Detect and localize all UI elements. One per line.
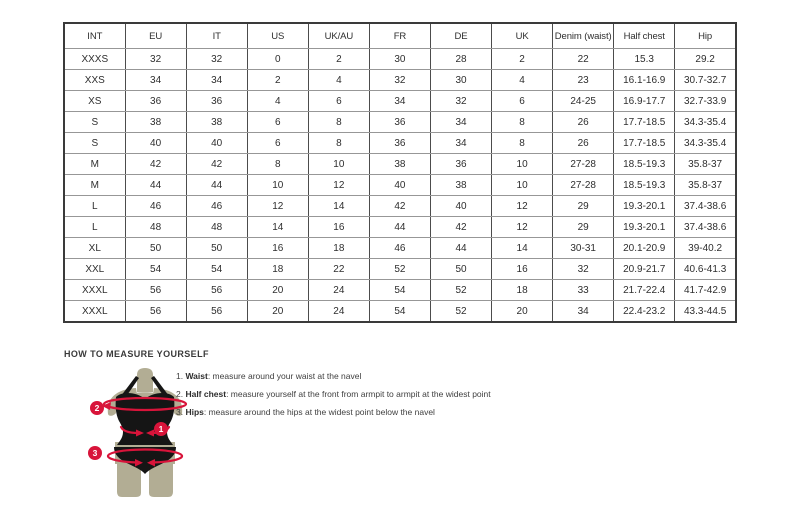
- size-cell: 16: [247, 238, 308, 259]
- step-label: Half chest: [185, 389, 227, 399]
- size-cell: 34.3-35.4: [675, 112, 736, 133]
- measure-guide-title: HOW TO MEASURE YOURSELF: [64, 349, 209, 359]
- measure-step-1: [176, 372, 491, 381]
- measure-step-3: [176, 408, 491, 417]
- size-cell: 14: [308, 196, 369, 217]
- size-cell: 16: [308, 217, 369, 238]
- table-row-7: [64, 196, 736, 217]
- size-cell: 34: [369, 91, 430, 112]
- size-cell: 56: [125, 280, 186, 301]
- mannequin-neck: [137, 368, 153, 392]
- size-cell: 12: [492, 196, 553, 217]
- size-cell: 12: [492, 217, 553, 238]
- step-number: 2.: [176, 389, 186, 399]
- size-cell: 34: [125, 70, 186, 91]
- size-cell: 10: [492, 154, 553, 175]
- size-cell: 10: [308, 154, 369, 175]
- size-cell: 36: [430, 154, 491, 175]
- size-cell: 37.4-38.6: [675, 217, 736, 238]
- swimsuit-top: [116, 393, 175, 445]
- step-text: : measure around your waist at the navel: [207, 371, 362, 381]
- size-cell: 36: [369, 133, 430, 154]
- size-cell: 14: [492, 238, 553, 259]
- size-cell: 34.3-35.4: [675, 133, 736, 154]
- size-cell: 48: [186, 217, 247, 238]
- size-cell: M: [64, 154, 125, 175]
- measurement-badge-half-chest: 2: [94, 403, 100, 413]
- size-cell: 22: [553, 49, 614, 70]
- size-cell: 20: [492, 301, 553, 323]
- size-cell: 40: [369, 175, 430, 196]
- size-cell: 20: [247, 301, 308, 323]
- size-cell: L: [64, 196, 125, 217]
- measurement-badge-waist: 1: [158, 424, 164, 434]
- size-cell: 16.9-17.7: [614, 91, 675, 112]
- size-cell: 18: [308, 238, 369, 259]
- size-cell: 18: [247, 259, 308, 280]
- size-cell: 18.5-19.3: [614, 175, 675, 196]
- size-cell: 20: [247, 280, 308, 301]
- size-cell: 38: [430, 175, 491, 196]
- size-chart-table: [63, 22, 737, 323]
- size-cell: 30: [369, 49, 430, 70]
- size-cell: 20.9-21.7: [614, 259, 675, 280]
- size-cell: 19.3-20.1: [614, 217, 675, 238]
- size-cell: 19.3-20.1: [614, 196, 675, 217]
- size-cell: XL: [64, 238, 125, 259]
- size-cell: 41.7-42.9: [675, 280, 736, 301]
- size-cell: 40: [186, 133, 247, 154]
- size-cell: S: [64, 133, 125, 154]
- size-cell: XXXS: [64, 49, 125, 70]
- table-row-8: [64, 217, 736, 238]
- table-row-12: [64, 301, 736, 323]
- size-cell: 18: [492, 280, 553, 301]
- size-cell: 56: [125, 301, 186, 323]
- size-cell: 43.3-44.5: [675, 301, 736, 323]
- size-cell: 26: [553, 112, 614, 133]
- size-cell: 22.4-23.2: [614, 301, 675, 323]
- table-row-2: [64, 91, 736, 112]
- size-cell: 8: [247, 154, 308, 175]
- table-row-4: [64, 133, 736, 154]
- step-number: 3.: [176, 407, 186, 417]
- size-cell: 42: [369, 196, 430, 217]
- size-cell: 14: [247, 217, 308, 238]
- size-cell: 24-25: [553, 91, 614, 112]
- table-row-9: [64, 238, 736, 259]
- size-cell: 10: [492, 175, 553, 196]
- size-cell: 29.2: [675, 49, 736, 70]
- size-cell: 44: [125, 175, 186, 196]
- size-cell: 2: [247, 70, 308, 91]
- size-cell: 44: [430, 238, 491, 259]
- size-cell: 40: [430, 196, 491, 217]
- size-cell: 42: [125, 154, 186, 175]
- size-cell: 26: [553, 133, 614, 154]
- size-cell: 52: [430, 280, 491, 301]
- size-cell: 34: [186, 70, 247, 91]
- size-cell: 37.4-38.6: [675, 196, 736, 217]
- size-cell: 54: [369, 301, 430, 323]
- table-row-10: [64, 259, 736, 280]
- size-cell: 16: [492, 259, 553, 280]
- column-header-hip: Hip: [675, 23, 736, 49]
- size-cell: 8: [492, 112, 553, 133]
- size-chart-header: [64, 23, 736, 49]
- size-cell: 50: [186, 238, 247, 259]
- size-cell: 22: [308, 259, 369, 280]
- column-header-fr: FR: [369, 23, 430, 49]
- size-cell: 12: [308, 175, 369, 196]
- size-cell: 46: [186, 196, 247, 217]
- size-cell: 32: [430, 91, 491, 112]
- size-cell: 34: [553, 301, 614, 323]
- step-text: : measure around the hips at the widest point below the navel: [203, 407, 435, 417]
- size-cell: XXXL: [64, 301, 125, 323]
- size-cell: 32: [125, 49, 186, 70]
- column-header-half-chest: Half chest: [614, 23, 675, 49]
- size-cell: 40.6-41.3: [675, 259, 736, 280]
- column-header-us: US: [247, 23, 308, 49]
- size-cell: 34: [430, 112, 491, 133]
- size-cell: 52: [430, 301, 491, 323]
- size-cell: 27-28: [553, 175, 614, 196]
- size-cell: 50: [430, 259, 491, 280]
- size-cell: 46: [369, 238, 430, 259]
- size-cell: 32.7-33.9: [675, 91, 736, 112]
- size-cell: 24: [308, 280, 369, 301]
- size-cell: 42: [430, 217, 491, 238]
- size-cell: 35.8-37: [675, 175, 736, 196]
- size-cell: 17.7-18.5: [614, 112, 675, 133]
- size-cell: 8: [308, 112, 369, 133]
- table-row-0: [64, 49, 736, 70]
- size-cell: 54: [125, 259, 186, 280]
- size-cell: 4: [247, 91, 308, 112]
- table-row-1: [64, 70, 736, 91]
- size-cell: 39-40.2: [675, 238, 736, 259]
- size-cell: 8: [492, 133, 553, 154]
- size-cell: 6: [308, 91, 369, 112]
- column-header-it: IT: [186, 23, 247, 49]
- measurement-badge-hips: 3: [92, 448, 98, 458]
- size-cell: 54: [186, 259, 247, 280]
- size-cell: 46: [125, 196, 186, 217]
- size-cell: 40: [125, 133, 186, 154]
- size-cell: 32: [369, 70, 430, 91]
- size-cell: XXS: [64, 70, 125, 91]
- size-cell: XXXL: [64, 280, 125, 301]
- size-cell: 21.7-22.4: [614, 280, 675, 301]
- size-cell: 17.7-18.5: [614, 133, 675, 154]
- size-cell: 44: [369, 217, 430, 238]
- measure-step-2: [176, 390, 491, 399]
- size-cell: 56: [186, 301, 247, 323]
- column-header-int: INT: [64, 23, 125, 49]
- size-cell: 50: [125, 238, 186, 259]
- size-cell: 4: [492, 70, 553, 91]
- size-cell: XS: [64, 91, 125, 112]
- size-cell: 2: [308, 49, 369, 70]
- step-label: Waist: [185, 371, 208, 381]
- size-cell: 24: [308, 301, 369, 323]
- size-cell: 0: [247, 49, 308, 70]
- size-cell: 10: [247, 175, 308, 196]
- size-cell: 6: [247, 112, 308, 133]
- size-cell: 36: [125, 91, 186, 112]
- size-cell: 29: [553, 217, 614, 238]
- size-cell: 6: [492, 91, 553, 112]
- size-cell: 2: [492, 49, 553, 70]
- size-cell: 54: [369, 280, 430, 301]
- size-cell: 44: [186, 175, 247, 196]
- measure-steps: [176, 372, 491, 426]
- step-number: 1.: [176, 371, 186, 381]
- size-cell: 30-31: [553, 238, 614, 259]
- size-cell: S: [64, 112, 125, 133]
- size-cell: 15.3: [614, 49, 675, 70]
- column-header-denim-waist-: Denim (waist): [553, 23, 614, 49]
- size-chart-body: [64, 49, 736, 323]
- column-header-uk-au: UK/AU: [308, 23, 369, 49]
- size-cell: 35.8-37: [675, 154, 736, 175]
- size-cell: L: [64, 217, 125, 238]
- size-cell: 36: [186, 91, 247, 112]
- size-cell: XXL: [64, 259, 125, 280]
- size-cell: 38: [369, 154, 430, 175]
- size-cell: 30: [430, 70, 491, 91]
- size-cell: 8: [308, 133, 369, 154]
- size-cell: 27-28: [553, 154, 614, 175]
- table-row-3: [64, 112, 736, 133]
- size-cell: 42: [186, 154, 247, 175]
- size-cell: 29: [553, 196, 614, 217]
- size-cell: 33: [553, 280, 614, 301]
- header-row: [64, 23, 736, 49]
- size-cell: M: [64, 175, 125, 196]
- size-cell: 38: [125, 112, 186, 133]
- size-cell: 36: [369, 112, 430, 133]
- table-row-5: [64, 154, 736, 175]
- table-row-11: [64, 280, 736, 301]
- size-cell: 32: [186, 49, 247, 70]
- column-header-de: DE: [430, 23, 491, 49]
- column-header-uk: UK: [492, 23, 553, 49]
- step-text: : measure yourself at the front from armpit to armpit at the widest point: [226, 389, 491, 399]
- size-cell: 6: [247, 133, 308, 154]
- size-cell: 12: [247, 196, 308, 217]
- size-cell: 32: [553, 259, 614, 280]
- size-cell: 20.1-20.9: [614, 238, 675, 259]
- size-cell: 28: [430, 49, 491, 70]
- size-cell: 48: [125, 217, 186, 238]
- size-cell: 18.5-19.3: [614, 154, 675, 175]
- size-cell: 56: [186, 280, 247, 301]
- column-header-eu: EU: [125, 23, 186, 49]
- table-row-6: [64, 175, 736, 196]
- size-cell: 16.1-16.9: [614, 70, 675, 91]
- size-cell: 34: [430, 133, 491, 154]
- size-cell: 30.7-32.7: [675, 70, 736, 91]
- step-label: Hips: [185, 407, 204, 417]
- size-cell: 52: [369, 259, 430, 280]
- size-cell: 4: [308, 70, 369, 91]
- size-cell: 38: [186, 112, 247, 133]
- size-cell: 23: [553, 70, 614, 91]
